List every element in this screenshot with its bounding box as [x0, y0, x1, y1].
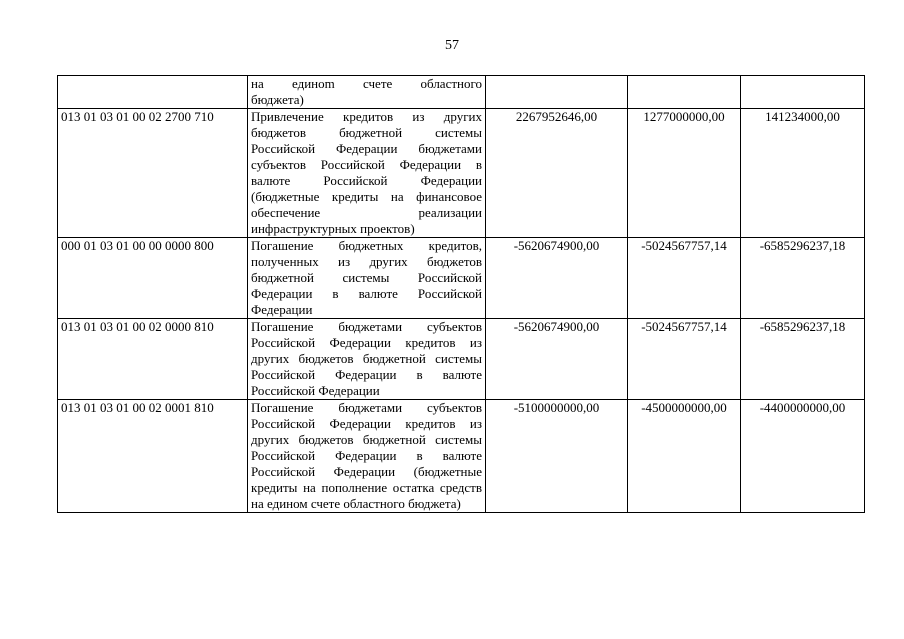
- table-row: [58, 400, 865, 513]
- year1-amount-cell: -5620674900,00: [486, 319, 628, 400]
- table-row: [58, 238, 865, 319]
- year3-amount-cell: -4400000000,00: [741, 400, 865, 513]
- year1-amount-cell: [486, 76, 628, 109]
- code-cell: 013 01 03 01 00 02 0000 810: [58, 319, 248, 400]
- description-cell: Привлечение кредитов из других бюджетов бюджетной системы Российской Федерации бюджетами субъектов Российской Федерации в валюте Российской Федерации (бюджетные кредиты на финансовое обеспечение реализации инфраструктурных проектов): [248, 109, 486, 238]
- code-cell: 000 01 03 01 00 00 0000 800: [58, 238, 248, 319]
- year2-amount-cell: -4500000000,00: [628, 400, 741, 513]
- code-cell: 013 01 03 01 00 02 0001 810: [58, 400, 248, 513]
- description-cell: Погашение бюджетами субъектов Российской Федерации кредитов из других бюджетов бюджетной системы Российской Федерации в валюте Российской Федерации: [248, 319, 486, 400]
- year2-amount-cell: 1277000000,00: [628, 109, 741, 238]
- year3-amount-cell: -6585296237,18: [741, 238, 865, 319]
- year3-amount-cell: [741, 76, 865, 109]
- description-line: на единоm счете областного: [251, 76, 482, 91]
- year3-amount-cell: 141234000,00: [741, 109, 865, 238]
- year3-amount-cell: -6585296237,18: [741, 319, 865, 400]
- description-cell: Погашение бюджетных кредитов, полученных из других бюджетов бюджетной системы Российской Федерации в валюте Российской Федерации: [248, 238, 486, 319]
- page-number: 57: [445, 38, 459, 53]
- year1-amount-cell: 2267952646,00: [486, 109, 628, 238]
- year1-amount-cell: -5620674900,00: [486, 238, 628, 319]
- year2-amount-cell: -5024567757,14: [628, 319, 741, 400]
- year2-amount-cell: -5024567757,14: [628, 238, 741, 319]
- description-line: бюджета): [251, 92, 304, 107]
- code-cell: 013 01 03 01 00 02 2700 710: [58, 109, 248, 238]
- code-cell: [58, 76, 248, 109]
- description-cell: Погашение бюджетами субъектов Российской Федерации кредитов из других бюджетов бюджетной системы Российской Федерации в валюте Российской Федерации (бюджетные кредиты на пополнение остатка средств на едином счете областного бюджета): [248, 400, 486, 513]
- year1-amount-cell: -5100000000,00: [486, 400, 628, 513]
- table-row-continuation: [58, 76, 865, 109]
- description-cell: [248, 76, 486, 109]
- table-row: [58, 109, 865, 238]
- budget-table: [57, 75, 865, 513]
- year2-amount-cell: [628, 76, 741, 109]
- table-row: [58, 319, 865, 400]
